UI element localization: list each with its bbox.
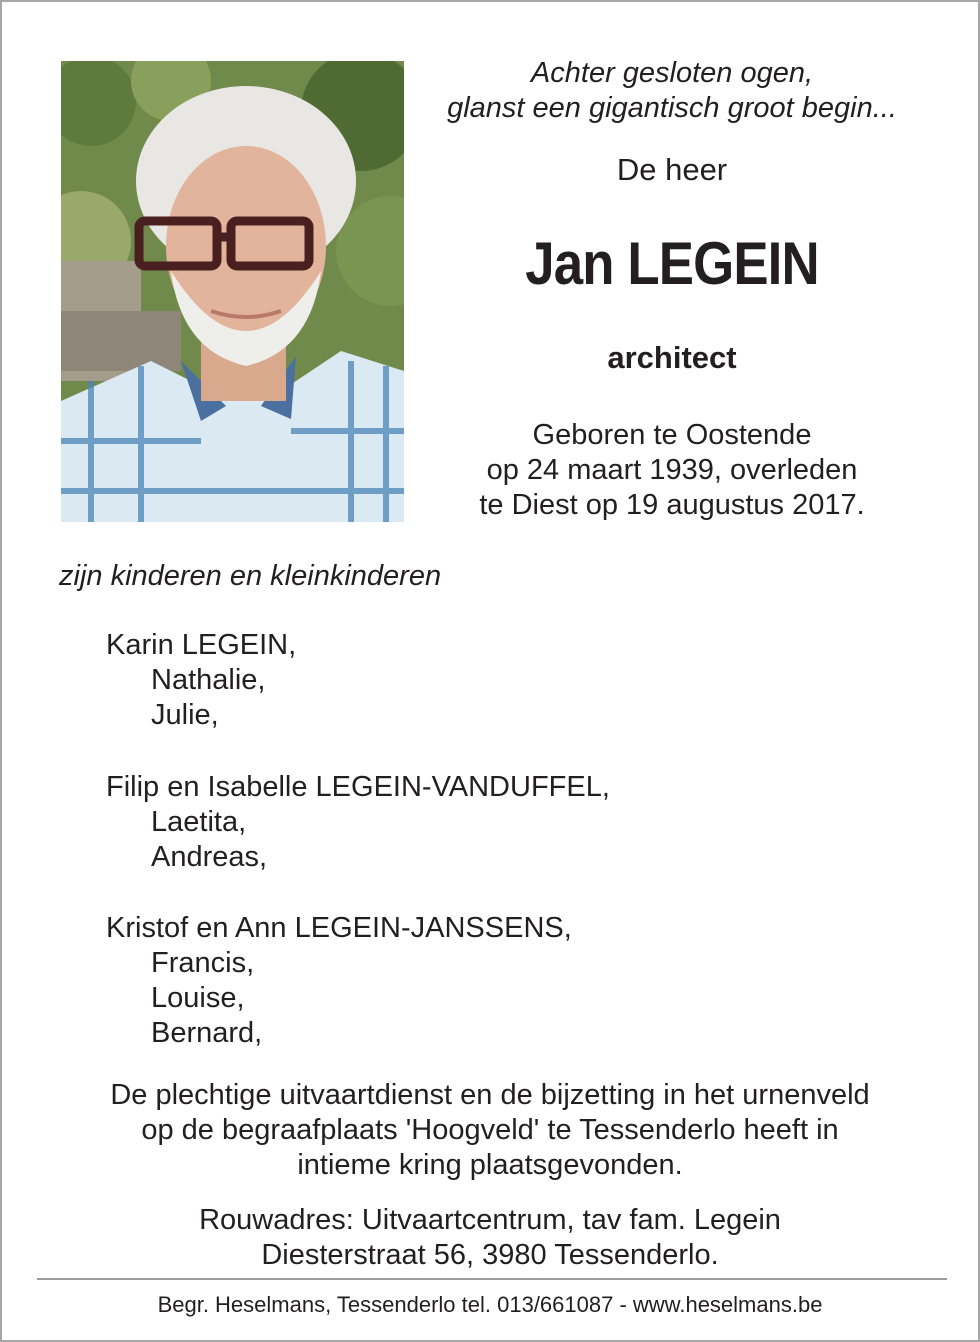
family-group (106, 911, 572, 1051)
ceremony-line-1: De plechtige uitvaartdienst en de bijzetting in het urnenveld (110, 1079, 870, 1111)
footer-divider (37, 1278, 947, 1280)
family-group (106, 628, 296, 733)
birth-death-details (412, 418, 932, 523)
family-child: Laetita, (151, 806, 247, 838)
memorial-quote (412, 56, 932, 126)
birth-line-1: Geboren te Oostende (532, 419, 812, 451)
family-child: Nathalie, (151, 664, 266, 696)
family-child: Andreas, (151, 841, 268, 873)
quote-line-2: glanst een gigantisch groot begin... (447, 92, 897, 124)
family-intro: zijn kinderen en kleinkinderen (59, 560, 442, 592)
mourning-address (42, 1203, 938, 1273)
family-parents: Filip en Isabelle LEGEIN-VANDUFFEL, (106, 771, 610, 803)
family-child: Bernard, (151, 1017, 263, 1049)
honorific: De heer (616, 152, 728, 187)
family-child: Louise, (151, 982, 245, 1014)
birth-line-3: te Diest op 19 augustus 2017. (479, 489, 865, 521)
family-parents: Karin LEGEIN, (106, 629, 297, 661)
profession: architect (607, 340, 737, 375)
portrait-illustration (61, 61, 404, 522)
birth-line-2: op 24 maart 1939, overleden (486, 454, 858, 486)
ceremony-line-2: op de begraafplaats 'Hoogveld' te Tessenderlo heeft in (141, 1114, 839, 1146)
family-parents: Kristof en Ann LEGEIN-JANSSENS, (106, 912, 572, 944)
ceremony-notice (42, 1078, 938, 1183)
address-line-1: Rouwadres: Uitvaartcentrum, tav fam. Legein (199, 1204, 781, 1236)
ceremony-line-3: intieme kring plaatsgevonden. (297, 1149, 683, 1181)
address-line-2: Diesterstraat 56, 3980 Tessenderlo. (261, 1239, 719, 1271)
quote-line-1: Achter gesloten ogen, (530, 57, 814, 89)
family-child: Francis, (151, 947, 255, 979)
funeral-home-footer: Begr. Heselmans, Tessenderlo tel. 013/661087 - www.heselmans.be (157, 1292, 823, 1317)
family-group (106, 770, 610, 875)
family-child: Julie, (151, 699, 219, 731)
deceased-name: Jan LEGEIN (525, 230, 819, 297)
portrait-photo (61, 61, 404, 522)
